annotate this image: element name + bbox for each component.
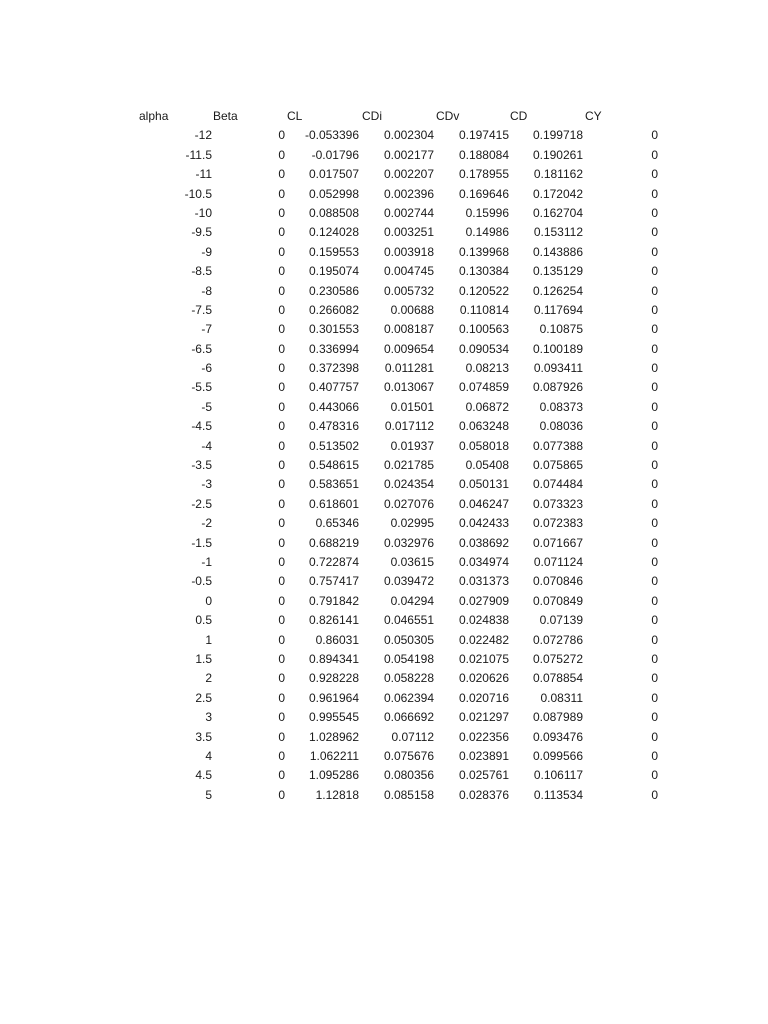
cell-cl: 0.088508 bbox=[308, 205, 359, 220]
cell-cd: 0.08036 bbox=[539, 419, 583, 434]
table-row bbox=[0, 185, 768, 204]
cell-cd: 0.10875 bbox=[539, 322, 583, 337]
cell-alpha: -6 bbox=[201, 361, 212, 376]
cell-alpha: 3 bbox=[205, 710, 212, 725]
cell-cdi: 0.002207 bbox=[383, 167, 434, 182]
cell-cy: 0 bbox=[651, 186, 658, 201]
cell-cl: 0.961964 bbox=[308, 690, 359, 705]
cell-cdv: 0.031373 bbox=[458, 574, 509, 589]
cell-cd: 0.070846 bbox=[532, 574, 583, 589]
cell-cdi: 0.002744 bbox=[383, 205, 434, 220]
cell-cd: 0.070849 bbox=[532, 593, 583, 608]
cell-cdv: 0.110814 bbox=[459, 302, 509, 317]
cell-cdv: 0.08213 bbox=[465, 361, 509, 376]
cell-cdi: 0.046551 bbox=[383, 613, 434, 628]
cell-cl: 0.65346 bbox=[315, 516, 359, 531]
cell-cd: 0.07139 bbox=[539, 613, 583, 628]
cell-alpha: 1.5 bbox=[195, 651, 212, 666]
cell-alpha: 3.5 bbox=[195, 729, 212, 744]
cell-cy: 0 bbox=[651, 613, 658, 628]
cell-cy: 0 bbox=[651, 438, 658, 453]
cell-cd: 0.181162 bbox=[533, 167, 583, 182]
cell-cdv: 0.022356 bbox=[458, 729, 509, 744]
cell-cy: 0 bbox=[651, 496, 658, 511]
cell-cl: 0.124028 bbox=[308, 225, 359, 240]
cell-cdi: 0.009654 bbox=[383, 341, 434, 356]
cell-beta: 0 bbox=[278, 167, 285, 182]
table-row bbox=[0, 146, 768, 165]
cell-cdi: 0.075676 bbox=[383, 748, 434, 763]
cell-cy: 0 bbox=[651, 322, 658, 337]
cell-cdi: 0.021785 bbox=[383, 458, 434, 473]
cell-cd: 0.087989 bbox=[532, 710, 583, 725]
cell-alpha: 0.5 bbox=[195, 613, 212, 628]
cell-cd: 0.073323 bbox=[532, 496, 583, 511]
table-row bbox=[0, 708, 768, 727]
cell-alpha: -7 bbox=[201, 322, 212, 337]
cell-cy: 0 bbox=[651, 128, 658, 143]
cell-cd: 0.099566 bbox=[532, 748, 583, 763]
cell-alpha: 5 bbox=[205, 787, 212, 802]
cell-beta: 0 bbox=[278, 651, 285, 666]
cell-cd: 0.106117 bbox=[533, 768, 583, 783]
cell-cy: 0 bbox=[651, 283, 658, 298]
cell-alpha: 2 bbox=[205, 671, 212, 686]
cell-cy: 0 bbox=[651, 264, 658, 279]
cell-cl: 0.195074 bbox=[308, 264, 359, 279]
cell-cdv: 0.020626 bbox=[458, 671, 509, 686]
table-row bbox=[0, 689, 768, 708]
cell-cdi: 0.008187 bbox=[383, 322, 434, 337]
table-row bbox=[0, 359, 768, 378]
cell-alpha: -9 bbox=[201, 244, 212, 259]
cell-cd: 0.113534 bbox=[533, 787, 583, 802]
cell-cy: 0 bbox=[651, 302, 658, 317]
cell-cy: 0 bbox=[651, 690, 658, 705]
cell-cl: 0.618601 bbox=[308, 496, 359, 511]
table-row bbox=[0, 301, 768, 320]
cell-cdv: 0.020716 bbox=[458, 690, 509, 705]
cell-beta: 0 bbox=[278, 768, 285, 783]
table-row bbox=[0, 553, 768, 572]
column-header-cdi: CDi bbox=[362, 109, 382, 123]
cell-cd: 0.087926 bbox=[532, 380, 583, 395]
cell-cy: 0 bbox=[651, 729, 658, 744]
cell-cy: 0 bbox=[651, 380, 658, 395]
cell-cy: 0 bbox=[651, 593, 658, 608]
table-row bbox=[0, 728, 768, 747]
column-header-cl: CL bbox=[287, 109, 303, 123]
table-row bbox=[0, 282, 768, 301]
cell-beta: 0 bbox=[278, 729, 285, 744]
header-row bbox=[0, 107, 768, 126]
cell-cy: 0 bbox=[651, 361, 658, 376]
cell-cy: 0 bbox=[651, 554, 658, 569]
cell-cy: 0 bbox=[651, 768, 658, 783]
cell-cdv: 0.130384 bbox=[458, 264, 509, 279]
cell-cy: 0 bbox=[651, 516, 658, 531]
cell-cl: 0.688219 bbox=[308, 535, 359, 550]
cell-cd: 0.075272 bbox=[532, 651, 583, 666]
cell-cd: 0.100189 bbox=[532, 341, 583, 356]
cell-cdv: 0.15996 bbox=[465, 205, 509, 220]
cell-cdi: 0.017112 bbox=[384, 419, 434, 434]
table-row bbox=[0, 766, 768, 785]
cell-cdv: 0.169646 bbox=[458, 186, 509, 201]
cell-cl: 0.86031 bbox=[315, 632, 359, 647]
cell-cdi: 0.039472 bbox=[383, 574, 434, 589]
cell-cy: 0 bbox=[651, 651, 658, 666]
cell-cl: 0.513502 bbox=[308, 438, 359, 453]
cell-cy: 0 bbox=[651, 341, 658, 356]
table-row bbox=[0, 592, 768, 611]
cell-cd: 0.08311 bbox=[540, 690, 583, 705]
cell-beta: 0 bbox=[278, 419, 285, 434]
cell-alpha: -1.5 bbox=[191, 535, 212, 550]
cell-alpha: -6.5 bbox=[191, 341, 212, 356]
cell-alpha: -10.5 bbox=[184, 186, 212, 201]
cell-cl: 0.995545 bbox=[308, 710, 359, 725]
cell-alpha: -3.5 bbox=[191, 458, 212, 473]
cell-cy: 0 bbox=[651, 710, 658, 725]
cell-alpha: 4 bbox=[205, 748, 212, 763]
cell-alpha: 0 bbox=[205, 593, 212, 608]
table-row bbox=[0, 747, 768, 766]
cell-beta: 0 bbox=[278, 593, 285, 608]
table-row bbox=[0, 320, 768, 339]
cell-cl: 0.407757 bbox=[308, 380, 359, 395]
table-row bbox=[0, 340, 768, 359]
cell-cd: 0.172042 bbox=[532, 186, 583, 201]
cell-cy: 0 bbox=[651, 458, 658, 473]
cell-cdi: 0.02995 bbox=[390, 516, 434, 531]
cell-cy: 0 bbox=[651, 205, 658, 220]
cell-alpha: -10 bbox=[194, 205, 212, 220]
cell-cl: 0.266082 bbox=[308, 302, 359, 317]
cell-cdv: 0.197415 bbox=[458, 128, 509, 143]
cell-cy: 0 bbox=[651, 167, 658, 182]
cell-beta: 0 bbox=[278, 516, 285, 531]
cell-beta: 0 bbox=[278, 690, 285, 705]
table-row bbox=[0, 223, 768, 242]
cell-cdv: 0.100563 bbox=[458, 322, 509, 337]
cell-cdv: 0.038692 bbox=[458, 535, 509, 550]
cell-cdv: 0.139968 bbox=[458, 244, 509, 259]
cell-cdv: 0.028376 bbox=[458, 787, 509, 802]
cell-cdi: 0.011281 bbox=[384, 361, 434, 376]
cell-beta: 0 bbox=[278, 128, 285, 143]
cell-cy: 0 bbox=[651, 787, 658, 802]
cell-beta: 0 bbox=[278, 535, 285, 550]
cell-cl: 0.791842 bbox=[308, 593, 359, 608]
cell-cdi: 0.024354 bbox=[383, 477, 434, 492]
cell-cdv: 0.090534 bbox=[458, 341, 509, 356]
data-table bbox=[0, 107, 768, 805]
cell-cdi: 0.013067 bbox=[383, 380, 434, 395]
cell-beta: 0 bbox=[278, 748, 285, 763]
cell-cdi: 0.07112 bbox=[391, 729, 434, 744]
cell-alpha: -7.5 bbox=[191, 302, 212, 317]
cell-beta: 0 bbox=[278, 225, 285, 240]
cell-cd: 0.126254 bbox=[532, 283, 583, 298]
cell-cdi: 0.002396 bbox=[383, 186, 434, 201]
table-row bbox=[0, 534, 768, 553]
table-row bbox=[0, 669, 768, 688]
cell-cy: 0 bbox=[651, 671, 658, 686]
cell-cdi: 0.04294 bbox=[390, 593, 434, 608]
cell-cl: 0.372398 bbox=[308, 361, 359, 376]
cell-cd: 0.143886 bbox=[532, 244, 583, 259]
cell-cy: 0 bbox=[651, 147, 658, 162]
cell-alpha: -2 bbox=[201, 516, 212, 531]
table-row bbox=[0, 572, 768, 591]
cell-cd: 0.093411 bbox=[533, 361, 583, 376]
cell-beta: 0 bbox=[278, 380, 285, 395]
cell-alpha: -3 bbox=[201, 477, 212, 492]
cell-cl: 0.757417 bbox=[308, 574, 359, 589]
cell-cdv: 0.021075 bbox=[458, 651, 509, 666]
cell-alpha: -4 bbox=[201, 438, 212, 453]
cell-cdi: 0.002304 bbox=[383, 128, 434, 143]
cell-alpha: -5 bbox=[201, 399, 212, 414]
column-header-cdv: CDv bbox=[436, 109, 460, 123]
cell-cl: 0.230586 bbox=[308, 283, 359, 298]
cell-cd: 0.072383 bbox=[532, 516, 583, 531]
cell-cd: 0.078854 bbox=[532, 671, 583, 686]
table-row bbox=[0, 786, 768, 805]
cell-beta: 0 bbox=[278, 341, 285, 356]
cell-alpha: -11.5 bbox=[185, 147, 212, 162]
cell-beta: 0 bbox=[278, 574, 285, 589]
cell-cdv: 0.05408 bbox=[465, 458, 509, 473]
cell-cd: 0.072786 bbox=[532, 632, 583, 647]
cell-beta: 0 bbox=[278, 283, 285, 298]
table-row bbox=[0, 495, 768, 514]
cell-cdi: 0.003918 bbox=[383, 244, 434, 259]
cell-alpha: 4.5 bbox=[195, 768, 212, 783]
cell-cdv: 0.058018 bbox=[458, 438, 509, 453]
cell-cdv: 0.025761 bbox=[458, 768, 509, 783]
cell-cdi: 0.002177 bbox=[383, 147, 434, 162]
cell-cdv: 0.034974 bbox=[458, 554, 509, 569]
cell-cl: 0.583651 bbox=[308, 477, 359, 492]
cell-cdi: 0.005732 bbox=[383, 283, 434, 298]
cell-cdi: 0.058228 bbox=[383, 671, 434, 686]
cell-cl: 0.017507 bbox=[308, 167, 359, 182]
cell-beta: 0 bbox=[278, 496, 285, 511]
cell-alpha: -9.5 bbox=[191, 225, 212, 240]
cell-cl: 1.095286 bbox=[308, 768, 359, 783]
cell-alpha: 1 bbox=[205, 632, 212, 647]
cell-beta: 0 bbox=[278, 264, 285, 279]
cell-cd: 0.135129 bbox=[532, 264, 583, 279]
column-header-alpha: alpha bbox=[139, 109, 169, 123]
cell-cdv: 0.06872 bbox=[465, 399, 509, 414]
cell-cy: 0 bbox=[651, 399, 658, 414]
cell-cdv: 0.188084 bbox=[458, 147, 509, 162]
cell-cd: 0.199718 bbox=[532, 128, 583, 143]
cell-alpha: -1 bbox=[201, 554, 212, 569]
table-row bbox=[0, 243, 768, 262]
cell-cdi: 0.00688 bbox=[390, 302, 434, 317]
column-header-beta: Beta bbox=[213, 109, 238, 123]
cell-beta: 0 bbox=[278, 710, 285, 725]
cell-cdv: 0.042433 bbox=[458, 516, 509, 531]
cell-cl: 0.478316 bbox=[308, 419, 359, 434]
cell-cdv: 0.14986 bbox=[465, 225, 509, 240]
cell-alpha: -4.5 bbox=[191, 419, 212, 434]
table-row bbox=[0, 611, 768, 630]
cell-cdv: 0.050131 bbox=[458, 477, 509, 492]
cell-beta: 0 bbox=[278, 632, 285, 647]
cell-cl: 0.826141 bbox=[308, 613, 359, 628]
cell-cdv: 0.063248 bbox=[458, 419, 509, 434]
cell-beta: 0 bbox=[278, 554, 285, 569]
cell-cd: 0.190261 bbox=[532, 147, 583, 162]
table-row bbox=[0, 456, 768, 475]
table-row bbox=[0, 475, 768, 494]
cell-beta: 0 bbox=[278, 205, 285, 220]
cell-cl: 0.301553 bbox=[308, 322, 359, 337]
cell-cy: 0 bbox=[651, 574, 658, 589]
cell-beta: 0 bbox=[278, 613, 285, 628]
cell-cdi: 0.032976 bbox=[383, 535, 434, 550]
table-row bbox=[0, 650, 768, 669]
cell-cdi: 0.085158 bbox=[383, 787, 434, 802]
cell-alpha: -8 bbox=[201, 283, 212, 298]
cell-alpha: -5.5 bbox=[191, 380, 212, 395]
cell-beta: 0 bbox=[278, 477, 285, 492]
cell-cdi: 0.003251 bbox=[383, 225, 434, 240]
cell-cd: 0.077388 bbox=[532, 438, 583, 453]
cell-cdi: 0.004745 bbox=[383, 264, 434, 279]
cell-cl: 0.159553 bbox=[308, 244, 359, 259]
cell-cl: 0.443066 bbox=[308, 399, 359, 414]
cell-cl: -0.01796 bbox=[311, 147, 359, 162]
cell-cy: 0 bbox=[651, 632, 658, 647]
cell-beta: 0 bbox=[278, 186, 285, 201]
cell-alpha: -0.5 bbox=[191, 574, 212, 589]
cell-cl: 1.028962 bbox=[308, 729, 359, 744]
cell-cl: -0.053396 bbox=[304, 128, 359, 143]
cell-cdv: 0.120522 bbox=[458, 283, 509, 298]
cell-cd: 0.093476 bbox=[532, 729, 583, 744]
cell-cl: 0.894341 bbox=[308, 651, 359, 666]
cell-alpha: -2.5 bbox=[191, 496, 212, 511]
cell-beta: 0 bbox=[278, 302, 285, 317]
table-row bbox=[0, 514, 768, 533]
cell-cy: 0 bbox=[651, 225, 658, 240]
cell-cd: 0.075865 bbox=[532, 458, 583, 473]
cell-alpha: -11 bbox=[195, 167, 212, 182]
cell-cl: 0.548615 bbox=[308, 458, 359, 473]
cell-cd: 0.162704 bbox=[532, 205, 583, 220]
cell-cdv: 0.023891 bbox=[458, 748, 509, 763]
cell-cdv: 0.178955 bbox=[458, 167, 509, 182]
table-row bbox=[0, 398, 768, 417]
cell-cdi: 0.027076 bbox=[383, 496, 434, 511]
cell-alpha: 2.5 bbox=[195, 690, 212, 705]
column-header-cy: CY bbox=[585, 109, 602, 123]
cell-cl: 0.052998 bbox=[308, 186, 359, 201]
cell-cdv: 0.021297 bbox=[458, 710, 509, 725]
cell-cd: 0.071124 bbox=[533, 554, 583, 569]
cell-cdi: 0.054198 bbox=[383, 651, 434, 666]
cell-cdi: 0.062394 bbox=[383, 690, 434, 705]
cell-alpha: -12 bbox=[194, 128, 212, 143]
cell-cdv: 0.022482 bbox=[458, 632, 509, 647]
cell-cy: 0 bbox=[651, 419, 658, 434]
cell-cdi: 0.03615 bbox=[390, 554, 434, 569]
table-row bbox=[0, 165, 768, 184]
cell-alpha: -8.5 bbox=[191, 264, 212, 279]
cell-cdv: 0.046247 bbox=[458, 496, 509, 511]
cell-cdv: 0.027909 bbox=[458, 593, 509, 608]
cell-beta: 0 bbox=[278, 322, 285, 337]
cell-cl: 0.928228 bbox=[308, 671, 359, 686]
table-row bbox=[0, 417, 768, 436]
table-row bbox=[0, 631, 768, 650]
cell-cdi: 0.080356 bbox=[383, 768, 434, 783]
cell-cl: 1.12818 bbox=[315, 787, 359, 802]
cell-cdv: 0.024838 bbox=[458, 613, 509, 628]
cell-cd: 0.08373 bbox=[539, 399, 583, 414]
cell-cd: 0.071667 bbox=[532, 535, 583, 550]
cell-cd: 0.153112 bbox=[533, 225, 583, 240]
cell-cd: 0.117694 bbox=[533, 302, 583, 317]
cell-beta: 0 bbox=[278, 787, 285, 802]
cell-beta: 0 bbox=[278, 399, 285, 414]
cell-cl: 0.722874 bbox=[308, 554, 359, 569]
cell-cy: 0 bbox=[651, 535, 658, 550]
cell-cdi: 0.01937 bbox=[390, 438, 434, 453]
cell-cdi: 0.050305 bbox=[383, 632, 434, 647]
cell-cl: 0.336994 bbox=[308, 341, 359, 356]
table-row bbox=[0, 204, 768, 223]
cell-cy: 0 bbox=[651, 244, 658, 259]
table-row bbox=[0, 437, 768, 456]
cell-cy: 0 bbox=[651, 477, 658, 492]
table-row bbox=[0, 126, 768, 145]
cell-cy: 0 bbox=[651, 748, 658, 763]
cell-cdi: 0.01501 bbox=[390, 399, 434, 414]
cell-cl: 1.062211 bbox=[309, 748, 359, 763]
cell-beta: 0 bbox=[278, 361, 285, 376]
column-header-cd: CD bbox=[510, 109, 528, 123]
cell-cdi: 0.066692 bbox=[383, 710, 434, 725]
cell-beta: 0 bbox=[278, 147, 285, 162]
cell-beta: 0 bbox=[278, 458, 285, 473]
table-row bbox=[0, 378, 768, 397]
table-row bbox=[0, 262, 768, 281]
cell-cdv: 0.074859 bbox=[458, 380, 509, 395]
cell-beta: 0 bbox=[278, 438, 285, 453]
table-body bbox=[0, 126, 768, 805]
cell-cd: 0.074484 bbox=[532, 477, 583, 492]
cell-beta: 0 bbox=[278, 244, 285, 259]
cell-beta: 0 bbox=[278, 671, 285, 686]
